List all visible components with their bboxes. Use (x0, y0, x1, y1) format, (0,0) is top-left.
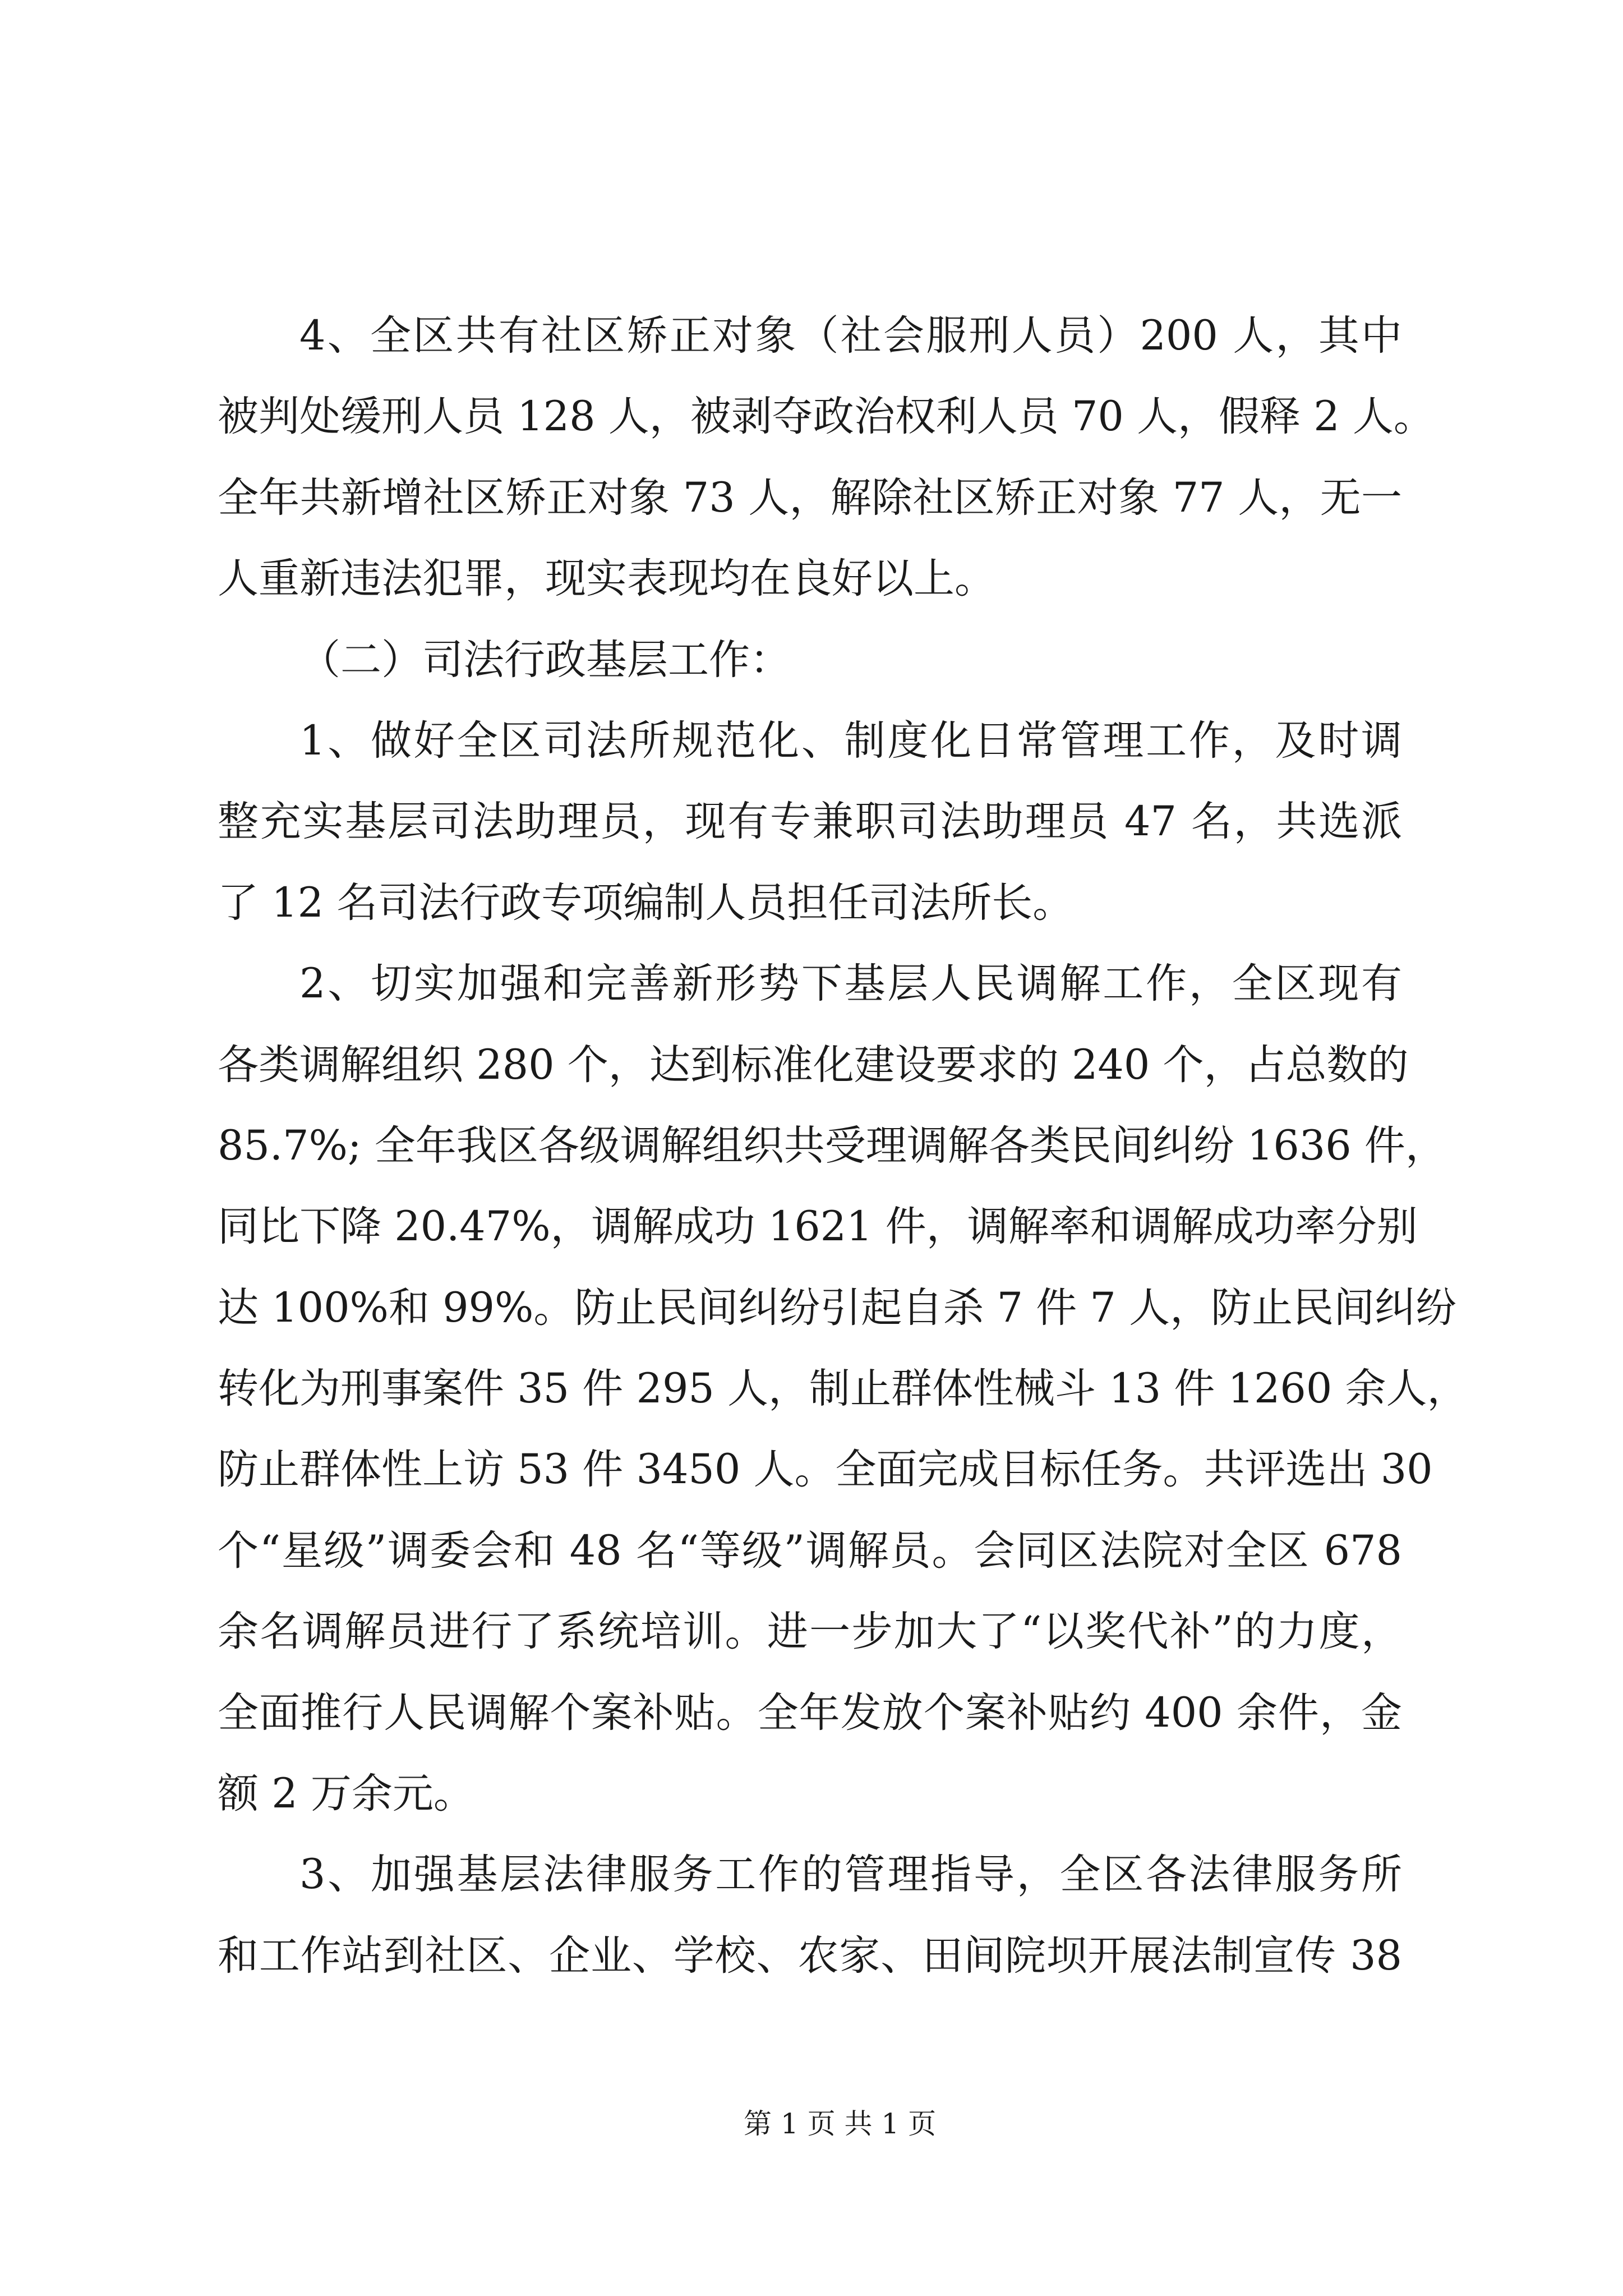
text-line: 防止群体性上访 53 件 3450 人。全面完成目标任务。共评选出 30 (218, 1446, 1433, 1494)
paragraph-legal-services (218, 1834, 1402, 1996)
text-line: 了 12 名司法行政专项编制人员担任司法所长。 (218, 878, 1074, 927)
text-line: 全面推行人民调解个案补贴。全年发放个案补贴约 400 余件，金 (218, 1688, 1402, 1737)
text-line: 转化为刑事案件 35 件 295 人，制止群体性械斗 13 件 1260 余人， (218, 1365, 1468, 1413)
section-heading (218, 620, 1402, 701)
text-line: 和工作站到社区、企业、学校、农家、田间院坝开展法制宣传 38 (218, 1931, 1402, 1980)
text-line: 人重新违法犯罪，现实表现均在良好以上。 (218, 555, 995, 603)
text-line: 个“星级”调委会和 48 名“等级”调解员。会同区法院对全区 678 (218, 1526, 1402, 1575)
paragraph-judicial-office-management (218, 701, 1402, 944)
text-line: 被判处缓刑人员 128 人，被剥夺政治权利人员 70 人，假释 2 人。 (218, 393, 1435, 441)
text-line: 额 2 万余元。 (218, 1770, 474, 1818)
text-line: 全年共新增社区矫正对象 73 人，解除社区矫正对象 77 人，无一 (218, 473, 1402, 522)
text-line: 85.7%; 全年我区各级调解组织共受理调解各类民间纠纷 1636 件， (218, 1121, 1446, 1170)
document-body (218, 296, 1468, 1996)
text-line: 3、加强基层法律服务工作的管理指导，全区各法律服务所 (299, 1851, 1402, 1899)
text-line: 同比下降 20.47%，调解成功 1621 件，调解率和调解成功率分别 (218, 1203, 1418, 1251)
paragraph-community-correction (218, 296, 1435, 620)
paragraph-people-mediation (218, 944, 1468, 1834)
text-line: 2、切实加强和完善新形势下基层人民调解工作，全区现有 (299, 960, 1402, 1008)
text-line: 达 100%和 99%。防止民间纠纷引起自杀 7 件 7 人，防止民间纠纷 (218, 1283, 1457, 1332)
text-line: 1、做好全区司法所规范化、制度化日常管理工作，及时调 (299, 716, 1402, 765)
text-line: 各类调解组织 280 个，达到标准化建设要求的 240 个，占总数的 (218, 1041, 1409, 1089)
text-line: 整充实基层司法助理员，现有专兼职司法助理员 47 名，共选派 (218, 798, 1402, 846)
page-footer: 第 1 页 共 1 页 (744, 2108, 937, 2140)
text-line: 4、全区共有社区矫正对象（社会服刑人员）200 人，其中 (299, 312, 1402, 360)
section-heading-text: （二）司法行政基层工作： (299, 636, 791, 684)
text-line: 余名调解员进行了系统培训。进一步加大了“以奖代补”的力度， (218, 1608, 1402, 1656)
